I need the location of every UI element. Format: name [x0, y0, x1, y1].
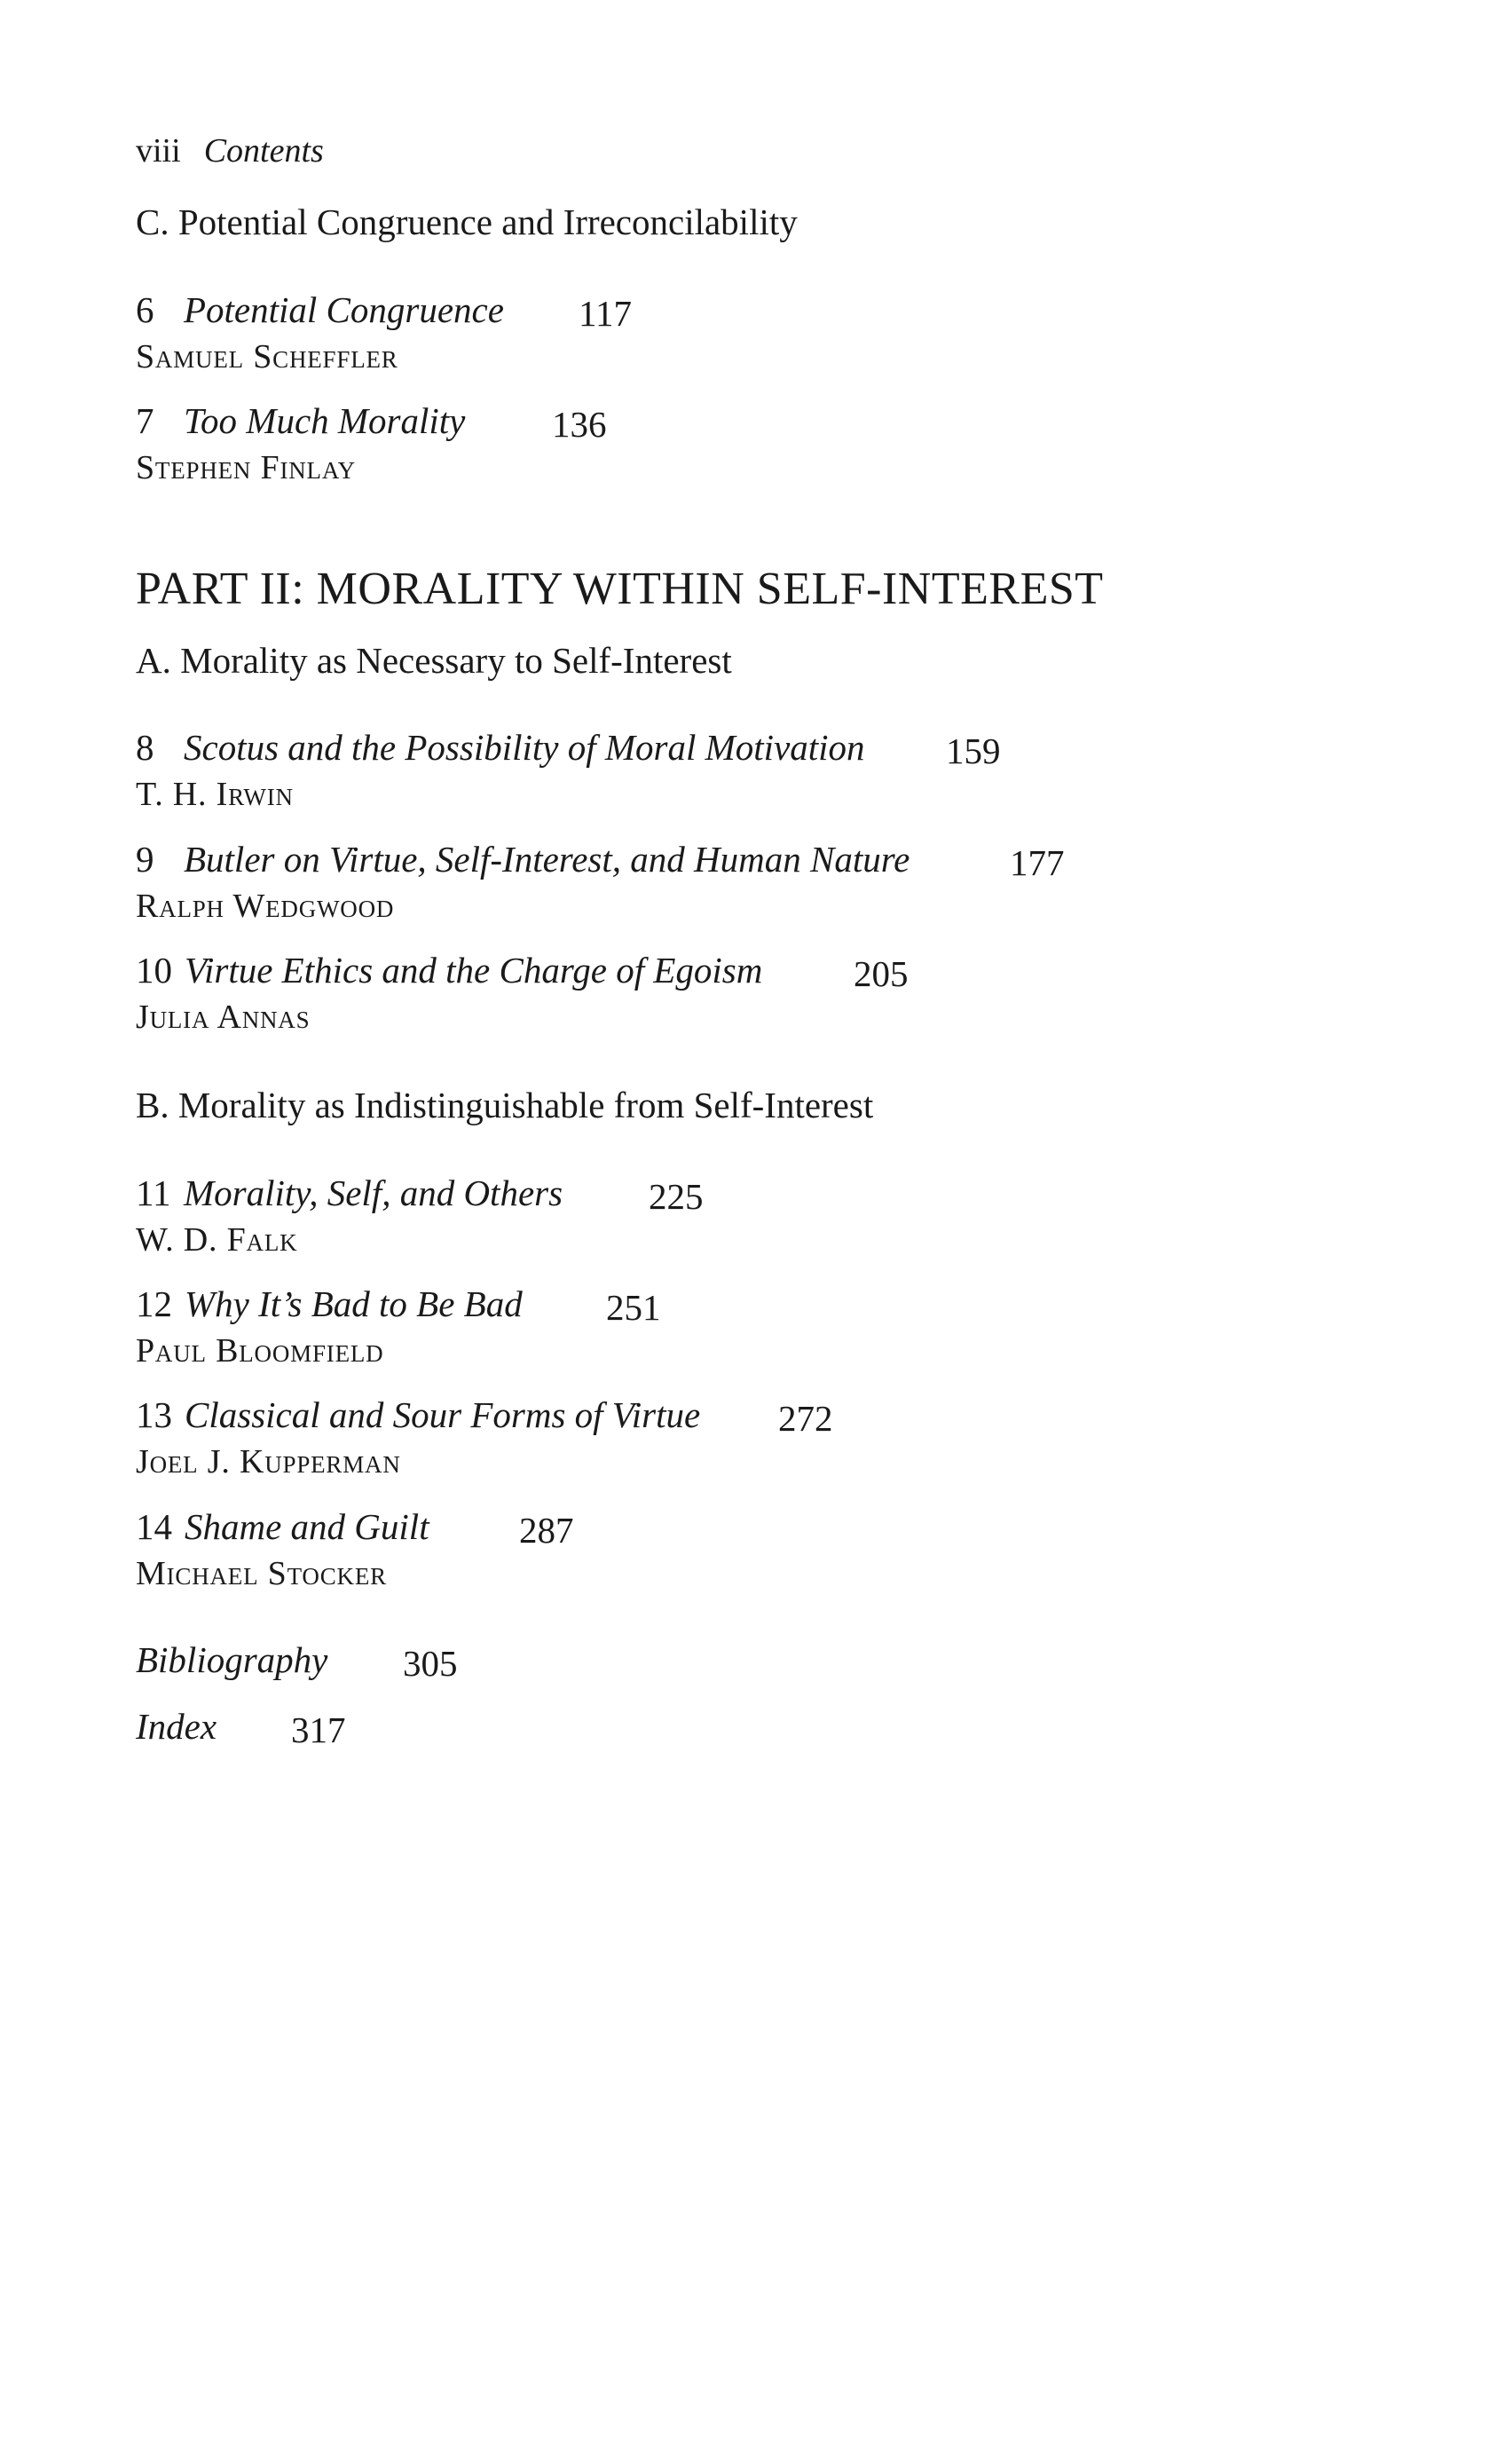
- toc-entry-title-line[interactable]: [136, 726, 865, 769]
- toc-entry-title-line[interactable]: [136, 288, 504, 331]
- chapter-title: Morality, Self, and Others: [184, 1172, 563, 1213]
- section-heading-c: C. Potential Congruence and Irreconcilability: [136, 201, 798, 242]
- chapter-author: W. D. Falk: [136, 1221, 298, 1259]
- page-number: 251: [606, 1287, 661, 1328]
- chapter-author: Joel J. Kupperman: [136, 1443, 401, 1480]
- chapter-title: Too Much Morality: [184, 400, 466, 441]
- chapter-number: 13: [136, 1394, 172, 1435]
- chapter-title: Scotus and the Possibility of Moral Motivation: [184, 727, 865, 768]
- page-number: 287: [519, 1510, 574, 1551]
- toc-entry-title-line[interactable]: [136, 1283, 523, 1325]
- toc-entry-title-line[interactable]: [136, 399, 465, 442]
- page-folio: viii: [136, 132, 181, 170]
- chapter-number: 11: [136, 1172, 171, 1213]
- toc-entry-title-line[interactable]: [136, 1172, 563, 1214]
- chapter-author: Michael Stocker: [136, 1555, 387, 1592]
- chapter-number: 14: [136, 1506, 172, 1547]
- chapter-title: Shame and Guilt: [185, 1506, 429, 1547]
- chapter-number: 8: [136, 727, 154, 768]
- chapter-author: Ralph Wedgwood: [136, 888, 395, 925]
- chapter-author: T. H. Irwin: [136, 776, 294, 813]
- chapter-author: Samuel Scheffler: [136, 338, 398, 375]
- toc-entry-title-line[interactable]: [136, 1505, 429, 1548]
- page-number: 117: [579, 293, 632, 334]
- page-number: 272: [778, 1398, 833, 1439]
- chapter-number: 6: [136, 289, 154, 330]
- toc-entry-title-line[interactable]: [136, 838, 910, 880]
- page-number: 177: [1010, 842, 1065, 883]
- chapter-author: Paul Bloomfield: [136, 1332, 384, 1370]
- chapter-author: Stephen Finlay: [136, 449, 356, 486]
- chapter-title: Classical and Sour Forms of Virtue: [185, 1394, 701, 1435]
- section-heading-b: B. Morality as Indistinguishable from Self-Interest: [136, 1085, 874, 1125]
- chapter-title: Butler on Virtue, Self-Interest, and Human Nature: [184, 839, 910, 880]
- running-head-title: Contents: [203, 132, 324, 170]
- page-number: 159: [946, 730, 1001, 771]
- chapter-author: Julia Annas: [136, 999, 311, 1036]
- page-number: 317: [291, 1709, 346, 1750]
- page-number: 225: [649, 1176, 704, 1217]
- page-number: 136: [552, 404, 607, 445]
- toc-entry-title-line[interactable]: [136, 1393, 700, 1436]
- chapter-number: 7: [136, 400, 154, 441]
- part-heading: PART II: MORALITY WITHIN SELF-INTEREST: [136, 564, 1104, 614]
- section-heading-a: A. Morality as Necessary to Self-Interest: [136, 640, 732, 681]
- chapter-number: 10: [136, 950, 172, 991]
- toc-entry-title-line[interactable]: [136, 949, 762, 991]
- chapter-title: Why It’s Bad to Be Bad: [185, 1283, 523, 1324]
- chapter-number: 9: [136, 839, 154, 880]
- chapter-title: Potential Congruence: [184, 289, 504, 330]
- page-number: 205: [854, 953, 909, 994]
- chapter-number: 12: [136, 1283, 172, 1324]
- back-matter-title[interactable]: Bibliography: [136, 1639, 328, 1680]
- chapter-title: Virtue Ethics and the Charge of Egoism: [185, 950, 763, 991]
- back-matter-title[interactable]: Index: [136, 1706, 217, 1747]
- page-number: 305: [403, 1643, 458, 1684]
- running-head: [136, 131, 324, 170]
